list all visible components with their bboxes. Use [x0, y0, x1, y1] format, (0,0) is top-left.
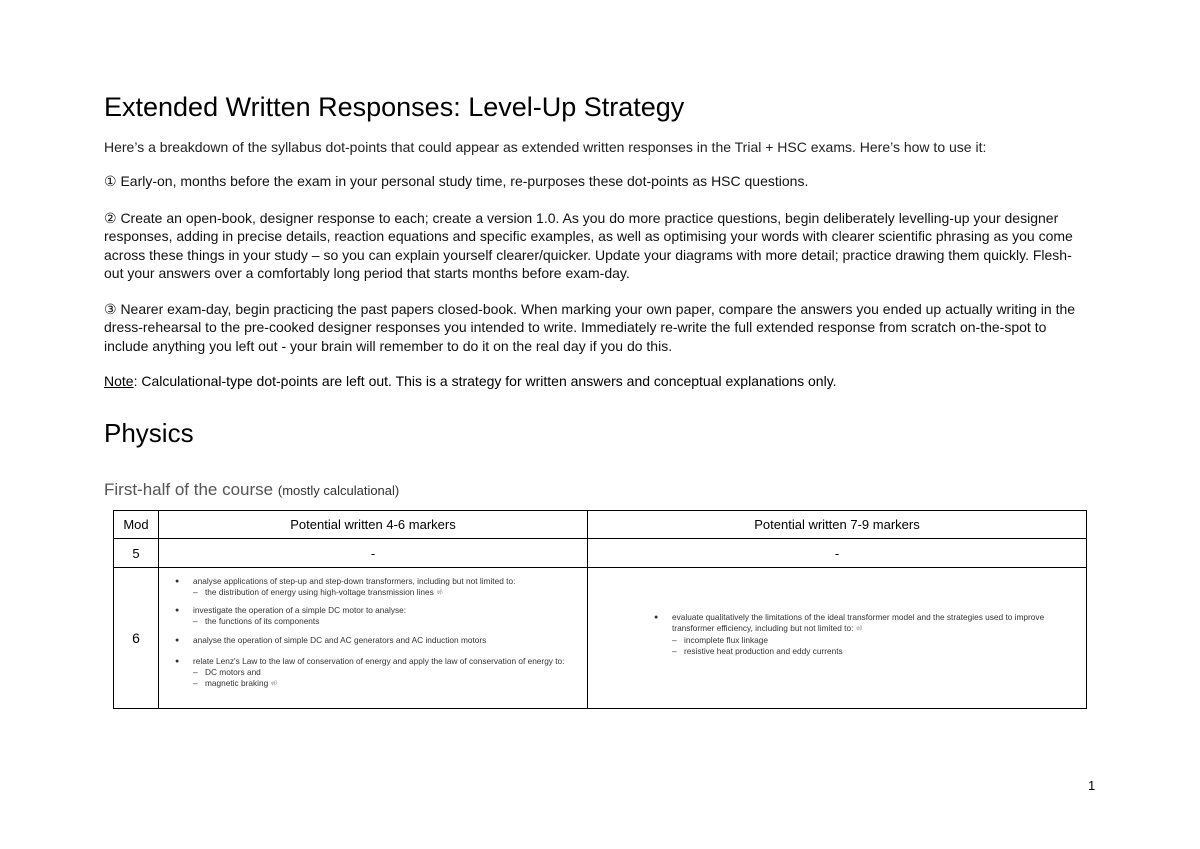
dot-point-list: [588, 568, 1086, 657]
subsection-heading: [104, 480, 399, 500]
markers-7-9-cell: [588, 568, 1087, 709]
mod-cell: 5: [114, 539, 159, 568]
sub-point: – magnetic braking ᵠᵝ: [173, 678, 581, 690]
syllabus-symbol-icon: ᵠᵝ: [436, 590, 443, 597]
note-paragraph: [104, 372, 1089, 390]
sub-point: – DC motors and: [173, 667, 581, 678]
note-label: Note: [104, 373, 134, 389]
sub-point: – resistive heat production and eddy currents: [652, 646, 1080, 657]
dot-point: ● analyse applications of step-up and step-down transformers, including but not limited to:: [173, 576, 581, 587]
sub-point: – the distribution of energy using high-voltage transmission lines ᵠᵝ: [173, 587, 581, 599]
markers-4-6-cell: -: [159, 539, 588, 568]
note-text: : Calculational-type dot-points are left out. This is a strategy for written answers and conceptual explanations only.: [133, 373, 837, 389]
table-header-row: [114, 511, 1087, 539]
sub-point: – incomplete flux linkage: [652, 635, 1080, 646]
sub-point: – the functions of its components: [173, 616, 581, 627]
header-4-6-markers: Potential written 4-6 markers: [159, 511, 588, 539]
dot-point-list: [159, 568, 587, 690]
header-mod: Mod: [114, 511, 159, 539]
subsection-title: First-half of the course: [104, 480, 274, 499]
section-heading: Physics: [104, 418, 194, 448]
header-7-9-markers: Potential written 7-9 markers: [588, 511, 1087, 539]
mod-cell: 6: [114, 568, 159, 709]
dot-point: ● relate Lenz's Law to the law of conservation of energy and apply the law of conservation of energy to:: [173, 656, 581, 667]
syllabus-symbol-icon: ᵠᵝ: [856, 626, 863, 633]
dot-point: ● analyse the operation of simple DC and AC generators and AC induction motors: [173, 635, 581, 646]
markers-7-9-cell: -: [588, 539, 1087, 568]
dot-points-table: [113, 510, 1087, 709]
table-row: [114, 539, 1087, 568]
syllabus-symbol-icon: ᵠᵝ: [271, 681, 277, 688]
intro-paragraph: Here’s a breakdown of the syllabus dot-points that could appear as extended written responses in the Trial + HSC exams. Here’s how to use it:: [104, 139, 987, 155]
dot-point: ● investigate the operation of a simple DC motor to analyse:: [173, 605, 581, 616]
markers-4-6-cell: [159, 568, 588, 709]
step-2: ② Create an open-book, designer response to each; create a version 1.0. As you do more practice questions, begin deliberately levelling-up your designer responses, adding in precise details, reaction equations and specific examples, as well as optimising your words with clearer scientific phrasing as you come across these things in your study – so you can explain yourself clearer/quicker. Update your diagrams with more detail; practice drawing them quickly. Flesh-out your answers over a comfortably long period that starts months before exam-day.: [104, 210, 1073, 281]
page-title: Extended Written Responses: Level-Up Strategy: [104, 92, 685, 122]
step-1: ① Early-on, months before the exam in your personal study time, re-purposes these dot-points as HSC questions.: [104, 173, 809, 189]
subsection-qualifier: (mostly calculational): [277, 483, 400, 498]
step-3: ③ Nearer exam-day, begin practicing the past papers closed-book. When marking your own paper, compare the answers you ended up actually writing in the dress-rehearsal to the pre-cooked designer responses you intended to write. Immediately re-write the full extended response from scratch on-the-spot to include anything you left out - your brain will remember to do it on the real day if you do this.: [104, 301, 1076, 354]
table-row: [114, 568, 1087, 709]
dot-point: ● evaluate qualitatively the limitations of the ideal transformer model and the strategies used to improve transformer efficiency, including but not limited to: ᵠᵝ: [652, 612, 1080, 635]
page-number: 1: [1088, 778, 1096, 793]
